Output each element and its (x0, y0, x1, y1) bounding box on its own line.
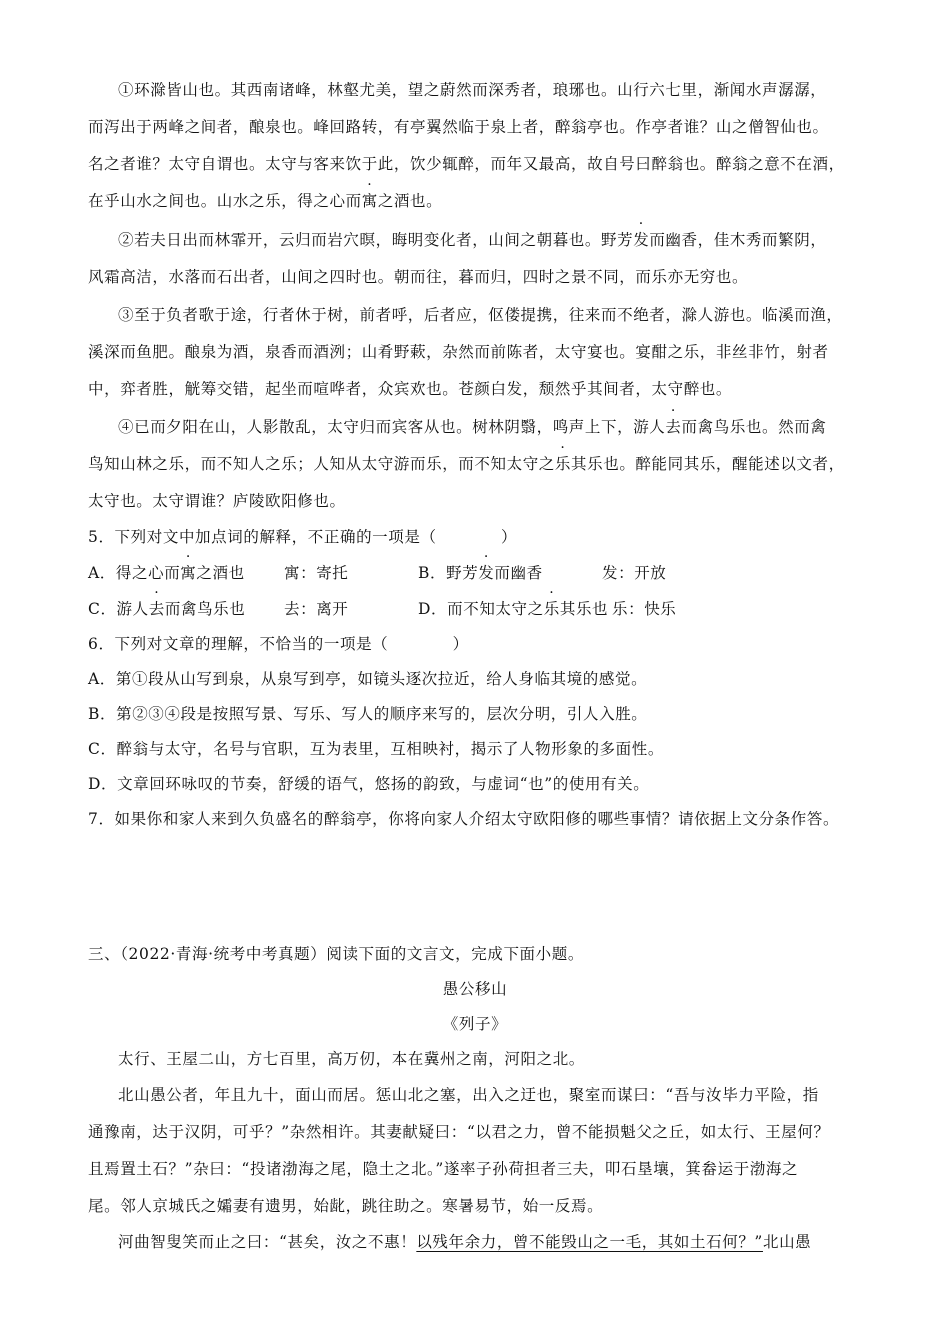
passage-line: 中，弈者胜，觥筹交错，起坐而喧哗者，众宾欢也。苍颜白发，颓然乎其间者，太守醉也。 (88, 380, 733, 398)
q6-option-d[interactable]: D．文章回环咏叹的节奏，舒缓的语气，悠扬的韵致，与虚词“也”的使用有关。 (88, 775, 650, 793)
passage-line: 且焉置土石？”杂曰：“投诸渤海之尾，隐土之北。”遂率子孙荷担者三夫，叩石垦壤，箕畚运于渤海之 (88, 1160, 799, 1178)
passage-line: 尾。邻人京城氏之孀妻有遗男，始龀，跳往助之。寒暑易节，始一反焉。 (88, 1197, 604, 1215)
q5-option-b[interactable]: B．野芳发而幽香 (418, 564, 543, 582)
q5-option-a-gloss: 寓：寄托 (284, 564, 349, 582)
q5-option-a[interactable]: A．得之心而寓之酒也 (88, 564, 245, 582)
q6-option-b[interactable]: B．第②③④段是按照写景、写乐、写人的顺序来写的，层次分明，引人入胜。 (88, 705, 648, 723)
passage-line: 通豫南，达于汉阴，可乎？”杂然相许。其妻献疑曰：“以君之力，曾不能损魁父之丘，如太行、王屋何？ (88, 1123, 830, 1141)
passage-line: 鸟知山林之乐，而不知人之乐；人知从太守游而乐，而不知太守之乐其乐也。醉能同其乐，醒能述以文者， (88, 455, 845, 473)
q5-option-b-gloss: 发：开放 (602, 564, 667, 582)
q6-option-a[interactable]: A．第①段从山写到泉，从泉写到亭，如镜头逐次拉近，给人身临其境的感觉。 (88, 670, 648, 688)
passage-source: 《列子》 (442, 1015, 508, 1033)
dotted-word: 乐 (554, 455, 572, 473)
dotted-word: 乐 (543, 600, 560, 618)
dotted-word: 寓 (361, 192, 378, 210)
question-5-stem: 5．下列对文中加点词的解释，不正确的一项是（ ） (88, 528, 518, 546)
dotted-word: 去 (148, 600, 165, 618)
passage-line: 河曲智叟笑而止之曰：“甚矣，汝之不惠！以残年余力，曾不能毁山之一毛，其如土石何？”北山愚 (118, 1233, 812, 1251)
dotted-word: 发 (478, 564, 495, 582)
passage-line: 名之者谁？太守自谓也。太守与客来饮于此，饮少辄醉，而年又最高，故自号曰醉翁也。醉翁之意不在酒， (88, 155, 845, 173)
passage-line: 太行、王屋二山，方七百里，高万仞，本在冀州之南，河阳之北。 (118, 1050, 585, 1068)
passage-line: ④已而夕阳在山，人影散乱，太守归而宾客从也。树林阴翳，鸣声上下，游人去而禽鸟乐也。然而禽 (118, 418, 827, 436)
q5-option-c[interactable]: C．游人去而禽鸟乐也 (88, 600, 246, 618)
passage-line: ③至于负者歌于途，行者休于树，前者呼，后者应，伛偻提携，往来而不绝者，滁人游也。临溪而渔， (118, 306, 843, 324)
q5-option-c-gloss: 去：离开 (284, 600, 349, 618)
passage-line: 在乎山水之间也。山水之乐，得之心而寓之酒也。 (88, 192, 443, 210)
dotted-word: 发 (633, 231, 650, 249)
dotted-word: 寓 (180, 564, 197, 582)
q5-option-d-gloss: 乐：快乐 (612, 600, 677, 618)
section-3-heading: 三、（2022·青海·统考中考真题）阅读下面的文言文，完成下面小题。 (88, 945, 584, 963)
question-7-stem: 7．如果你和家人来到久负盛名的醉翁亭，你将向家人介绍太守欧阳修的哪些事情？请依据上文分条作答。 (88, 810, 840, 828)
passage-line: 风霜高洁，水落而石出者，山间之四时也。朝而往，暮而归，四时之景不同，而乐亦无穷也。 (88, 268, 749, 286)
passage-title: 愚公移山 (442, 980, 508, 998)
passage-line: ①环滁皆山也。其西南诸峰，林壑尤美，望之蔚然而深秀者，琅琊也。山行六七里，渐闻水声潺潺， (118, 81, 827, 99)
question-6-stem: 6．下列对文章的理解，不恰当的一项是（ ） (88, 635, 469, 653)
q6-option-c[interactable]: C．醉翁与太守，名号与官职，互为表里，互相映衬，揭示了人物形象的多面性。 (88, 740, 664, 758)
passage-line: 北山愚公者，年且九十，面山而居。惩山北之塞，出入之迂也，聚室而谋曰：“吾与汝毕力平险，指 (118, 1086, 819, 1104)
passage-line: 太守也。太守谓谁？庐陵欧阳修也。 (88, 492, 346, 510)
dotted-word: 去 (665, 418, 682, 436)
underlined-sentence: 以残年余力，曾不能毁山之一毛，其如土石何？” (416, 1233, 763, 1251)
passage-line: ②若夫日出而林霏开，云归而岩穴暝，晦明变化者，山间之朝暮也。野芳发而幽香，佳木秀而繁阴， (118, 231, 827, 249)
q5-option-d[interactable]: D．而不知太守之乐其乐也 (418, 600, 609, 618)
passage-line: 而泻出于两峰之间者，酿泉也。峰回路转，有亭翼然临于泉上者，醉翁亭也。作亭者谁？山之僧智仙也。 (88, 118, 829, 136)
passage-line: 溪深而鱼肥。酿泉为酒，泉香而酒洌；山肴野蔌，杂然而前陈者，太守宴也。宴酣之乐，非丝非竹，射者 (88, 343, 829, 361)
